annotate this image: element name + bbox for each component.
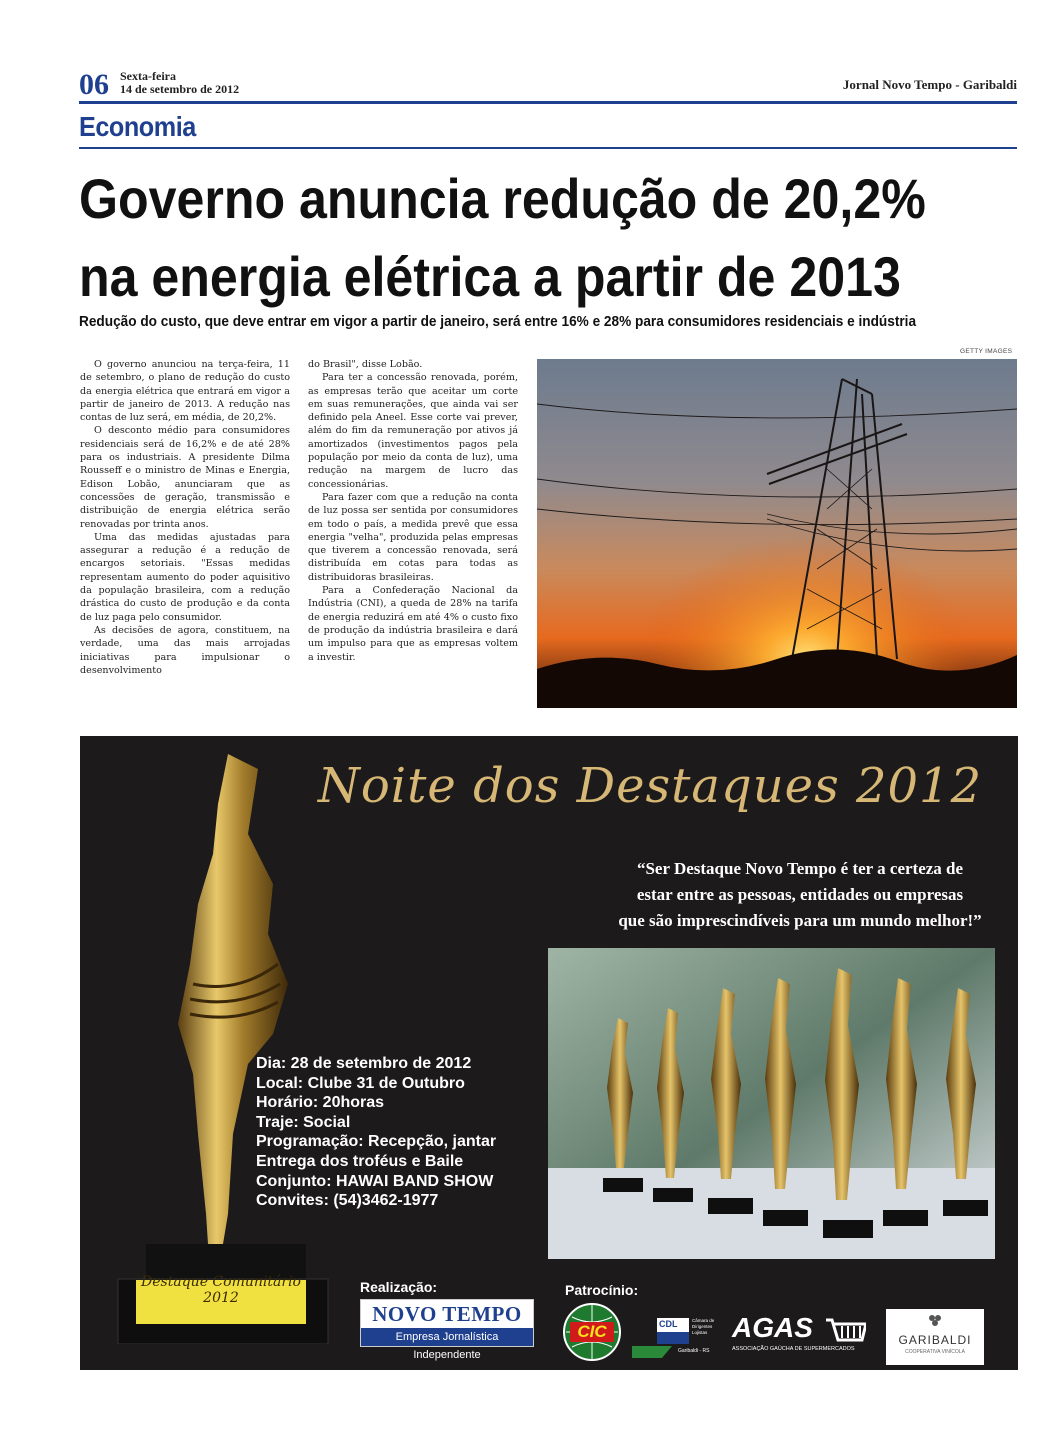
patrocinio-label: Patrocínio: (565, 1282, 639, 1298)
novo-tempo-subtitle: Empresa Jornalística Independente (361, 1328, 533, 1346)
garibaldi-logo (886, 1309, 984, 1365)
grape-icon (928, 1313, 942, 1329)
paragraph: O desconto médio para consumidores residenciais será de 16,2% e de até 28% para os industriais. A presidente Dilma Rousseff e o ministro de Minas e Energia, Edison Lobão, anunciaram que as concessões de geração, transmissão e distribuição de energia elétrica serão renovadas por trinta anos. (80, 425, 290, 530)
detail-band: Conjunto: HAWAI BAND SHOW (256, 1172, 494, 1190)
photo-credit: GETTY IMAGES (960, 348, 1013, 355)
section-divider (79, 147, 1017, 149)
detail-invitations: Convites: (54)3462-1977 (256, 1192, 439, 1210)
paragraph: Para fazer com que a redução na conta de luz possa ser sentida por consumidores em todo o país, a medida prevê que essa energia "velha", produzida pelas empresas que tiverem a concessão renovada, será distribuída em cotas para todas as distribuidoras brasileiras. (308, 491, 518, 583)
section-title: Economia (79, 111, 196, 142)
quote-line: que são imprescindíveis para um mundo melhor!” (618, 911, 982, 930)
plaque-line-1: Destaque Comunitário (141, 1274, 301, 1290)
headline (79, 160, 938, 316)
detail-location: Local: Clube 31 de Outubro (256, 1074, 465, 1092)
deck: Redução do custo, que deve entrar em vigor a partir de janeiro, será entre 16% e 28% para consumidores residenciais e indústria (79, 314, 917, 330)
realizacao-label: Realização: (360, 1279, 438, 1295)
cic-text: CIC (577, 1322, 607, 1341)
cic-logo (562, 1302, 622, 1362)
date: 14 de setembro de 2012 (120, 82, 240, 96)
paragraph: As decisões de agora, constituem, na verdade, uma das mais arrojadas iniciativas para impulsionar o desenvolvimento (80, 624, 290, 676)
novo-tempo-name: NOVO TEMPO (372, 1302, 522, 1326)
garibaldi-subtitle: COOPERATIVA VINÍCOLA (905, 1349, 965, 1355)
detail-program-cont: Entrega dos troféus e Baile (256, 1152, 464, 1170)
trophies-illustration (548, 948, 995, 1259)
detail-time: Horário: 20horas (256, 1094, 385, 1112)
detail-date: Dia: 28 de setembro de 2012 (256, 1055, 472, 1072)
event-title: Noite dos Destaques 2012 (317, 758, 983, 814)
detail-program: Programação: Recepção, jantar (256, 1133, 497, 1151)
article-column-2 (308, 358, 518, 664)
trophy-statue-illustration (98, 744, 338, 1344)
journal-name: Jornal Novo Tempo - Garibaldi (842, 77, 1017, 92)
plaque-line-2: 2012 (203, 1290, 239, 1306)
paragraph: Uma das medidas ajustadas para assegurar a redução é a redução de encargos setoriais. "Essas medidas representam aumento do poder aquisitivo da população brasileira, com a redução drástica do custo de produção e da conta de luz paga pelo consumidor. (80, 531, 290, 623)
weekday: Sexta-feira (120, 69, 176, 83)
paragraph: Para ter a concessão renovada, porém, as empresas terão que aceitar um corte em suas remunerações, que ainda vai ser definido pela Aneel. Esse corte vai prever, além do fim da remuneração por ativos já amortizados (investimentos pagos pela população por meio da conta de luz), uma redução na margem de lucro das concessionárias. (308, 372, 518, 490)
agas-name: AGAS (732, 1312, 813, 1343)
paragraph: Para a Confederação Nacional da Indústria (CNI), a queda de 28% na tarifa de energia reduzirá em até 4% o custo fixo de produção da indústria brasileira e dará um impulso para que as empresas voltem a investir. (308, 585, 518, 663)
agas-logo (732, 1312, 870, 1358)
novo-tempo-logo (360, 1299, 534, 1361)
issue-date (120, 70, 239, 96)
article-column-1 (80, 358, 290, 677)
detail-dress-code: Traje: Social (256, 1113, 351, 1131)
event-details (256, 1054, 496, 1211)
header-divider (79, 101, 1017, 104)
paragraph: do Brasil", disse Lobão. (308, 359, 423, 370)
sunset-illustration (537, 359, 1017, 708)
headline-line-2: na energia elétrica a partir de 2013 (79, 245, 901, 308)
shopping-cart-icon (824, 1318, 866, 1346)
cdl-logo (632, 1316, 722, 1358)
page-number: 06 (79, 68, 109, 101)
paragraph: O governo anunciou na terça-feira, 11 de setembro, o plano de redução do custo da energia elétrica que entrará em vigor a partir de janeiro de 2013. A redução nas contas de luz será, em média, de 20,2%. (80, 359, 290, 424)
quote-line: estar entre as pessoas, entidades ou empresas (636, 885, 964, 904)
event-quote (585, 856, 1015, 934)
cdl-subtitle: Câmara de Dirigentes Lojistas (692, 1318, 715, 1335)
plaque-text (136, 1274, 306, 1306)
event-advertisement (80, 736, 1018, 1370)
power-tower-sunset-photo (537, 359, 1017, 708)
headline-line-1: Governo anuncia redução de 20,2% (79, 167, 926, 230)
cdl-text: CDL (659, 1319, 678, 1329)
quote-line: “Ser Destaque Novo Tempo é ter a certeza de (636, 859, 964, 878)
agas-subtitle: ASSOCIAÇÃO GAÚCHA DE SUPERMERCADOS (732, 1346, 855, 1352)
page-header (79, 68, 1017, 104)
trophies-photo (548, 948, 995, 1259)
cdl-city: Garibaldi - RS (678, 1348, 710, 1354)
garibaldi-name: GARIBALDI (898, 1333, 972, 1347)
